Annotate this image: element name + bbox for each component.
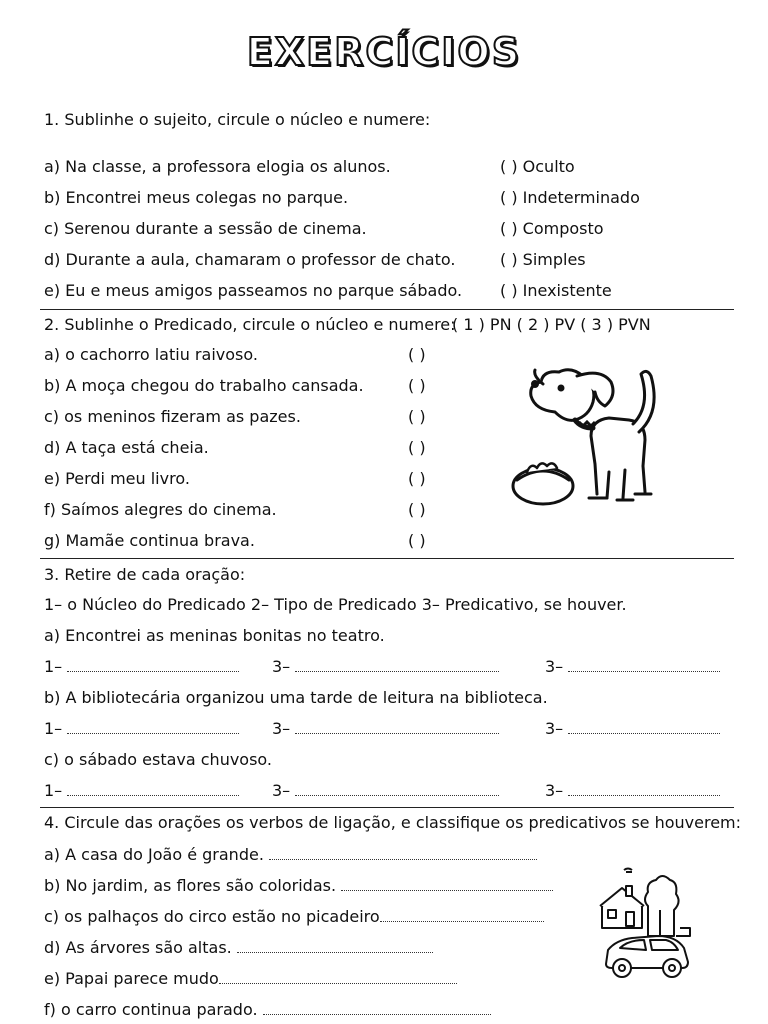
q3-answer-label-3: 3– <box>545 657 564 676</box>
section-divider <box>40 558 734 559</box>
answer-blank[interactable] <box>269 845 537 860</box>
q2-item-b: b) A moça chegou do trabalho cansada. <box>44 376 364 395</box>
q2-answer-box[interactable]: ( ) <box>408 500 426 519</box>
q3-answer-label-3: 3– <box>272 719 291 738</box>
q2-legend: ( 1 ) PN ( 2 ) PV ( 3 ) PVN <box>452 315 651 334</box>
q1-option-inexistente: ( ) Inexistente <box>500 281 612 300</box>
section-divider <box>40 807 734 808</box>
q1-option-indeterminado: ( ) Indeterminado <box>500 188 640 207</box>
q2-item-a: a) o cachorro latiu raivoso. <box>44 345 258 364</box>
q3-answer-line[interactable] <box>44 719 239 739</box>
answer-blank[interactable] <box>295 657 499 672</box>
q3-answer-line[interactable] <box>272 781 499 801</box>
q3-answer-label-3: 3– <box>545 719 564 738</box>
answer-blank[interactable] <box>380 907 544 922</box>
q3-answer-label-1: 1– <box>44 781 63 800</box>
q3-item-a: a) Encontrei as meninas bonitas no teatro. <box>44 626 385 645</box>
q4-item-c <box>44 907 544 927</box>
answer-blank[interactable] <box>295 781 499 796</box>
q1-prompt: 1. Sublinhe o sujeito, circule o núcleo e numere: <box>44 110 431 129</box>
answer-blank[interactable] <box>67 657 239 672</box>
dog-illustration <box>505 362 665 512</box>
q1-item-b: b) Encontrei meus colegas no parque. <box>44 188 349 207</box>
q4-item-b <box>44 876 553 896</box>
q2-prompt: 2. Sublinhe o Predicado, circule o núcleo e numere: <box>44 315 456 334</box>
q3-answer-label-3: 3– <box>272 657 291 676</box>
answer-blank[interactable] <box>568 781 720 796</box>
house-car-illustration <box>596 866 696 984</box>
answer-blank[interactable] <box>568 719 720 734</box>
q3-answer-label-1: 1– <box>44 657 63 676</box>
q3-answer-label-3: 3– <box>272 781 291 800</box>
answer-blank[interactable] <box>263 1000 491 1015</box>
q4-item-d-text: d) As árvores são altas. <box>44 938 232 957</box>
answer-blank[interactable] <box>219 969 457 984</box>
answer-blank[interactable] <box>67 719 239 734</box>
page-title: EXERCÍCIOS <box>246 30 522 74</box>
q3-answer-label-3: 3– <box>545 781 564 800</box>
q2-answer-box[interactable]: ( ) <box>408 469 426 488</box>
q4-item-a <box>44 845 537 865</box>
q4-item-a-text: a) A casa do João é grande. <box>44 845 264 864</box>
q2-item-g: g) Mamãe continua brava. <box>44 531 255 550</box>
q3-item-b: b) A bibliotecária organizou uma tarde de leitura na biblioteca. <box>44 688 548 707</box>
q3-answer-line[interactable] <box>44 657 239 677</box>
q4-item-f-text: f) o carro continua parado. <box>44 1000 258 1019</box>
q1-option-simples: ( ) Simples <box>500 250 586 269</box>
q1-option-oculto: ( ) Oculto <box>500 157 575 176</box>
q4-item-e <box>44 969 457 989</box>
q2-item-e: e) Perdi meu livro. <box>44 469 190 488</box>
q1-item-d: d) Durante a aula, chamaram o professor de chato. <box>44 250 456 269</box>
q4-item-c-text: c) os palhaços do circo estão no picadeiro <box>44 907 380 926</box>
q1-item-e: e) Eu e meus amigos passeamos no parque sábado. <box>44 281 463 300</box>
q4-item-e-text: e) Papai parece mudo <box>44 969 219 988</box>
answer-blank[interactable] <box>295 719 499 734</box>
q3-answer-line[interactable] <box>545 719 720 739</box>
q3-answer-line[interactable] <box>272 657 499 677</box>
q3-item-c: c) o sábado estava chuvoso. <box>44 750 273 769</box>
q4-item-d <box>44 938 433 958</box>
q4-item-b-text: b) No jardim, as flores são coloridas. <box>44 876 337 895</box>
q3-prompt: 3. Retire de cada oração: <box>44 565 246 584</box>
answer-blank[interactable] <box>341 876 553 891</box>
q2-answer-box[interactable]: ( ) <box>408 531 426 550</box>
q3-legend: 1– o Núcleo do Predicado 2– Tipo de Predicado 3– Predicativo, se houver. <box>44 595 627 614</box>
q2-answer-box[interactable]: ( ) <box>408 407 426 426</box>
q3-answer-line[interactable] <box>272 719 499 739</box>
answer-blank[interactable] <box>237 938 433 953</box>
section-divider <box>40 309 734 310</box>
q4-prompt: 4. Circule das orações os verbos de ligação, e classifique os predicativos se houverem: <box>44 813 742 832</box>
q1-option-composto: ( ) Composto <box>500 219 604 238</box>
q2-answer-box[interactable]: ( ) <box>408 345 426 364</box>
q3-answer-line[interactable] <box>44 781 239 801</box>
q2-item-d: d) A taça está cheia. <box>44 438 209 457</box>
q1-item-a: a) Na classe, a professora elogia os alunos. <box>44 157 391 176</box>
q3-answer-line[interactable] <box>545 657 720 677</box>
q2-answer-box[interactable]: ( ) <box>408 376 426 395</box>
q2-item-f: f) Saímos alegres do cinema. <box>44 500 277 519</box>
q3-answer-label-1: 1– <box>44 719 63 738</box>
q1-item-c: c) Serenou durante a sessão de cinema. <box>44 219 367 238</box>
q2-item-c: c) os meninos fizeram as pazes. <box>44 407 301 426</box>
q4-item-f <box>44 1000 491 1020</box>
q2-answer-box[interactable]: ( ) <box>408 438 426 457</box>
answer-blank[interactable] <box>568 657 720 672</box>
answer-blank[interactable] <box>67 781 239 796</box>
q3-answer-line[interactable] <box>545 781 720 801</box>
